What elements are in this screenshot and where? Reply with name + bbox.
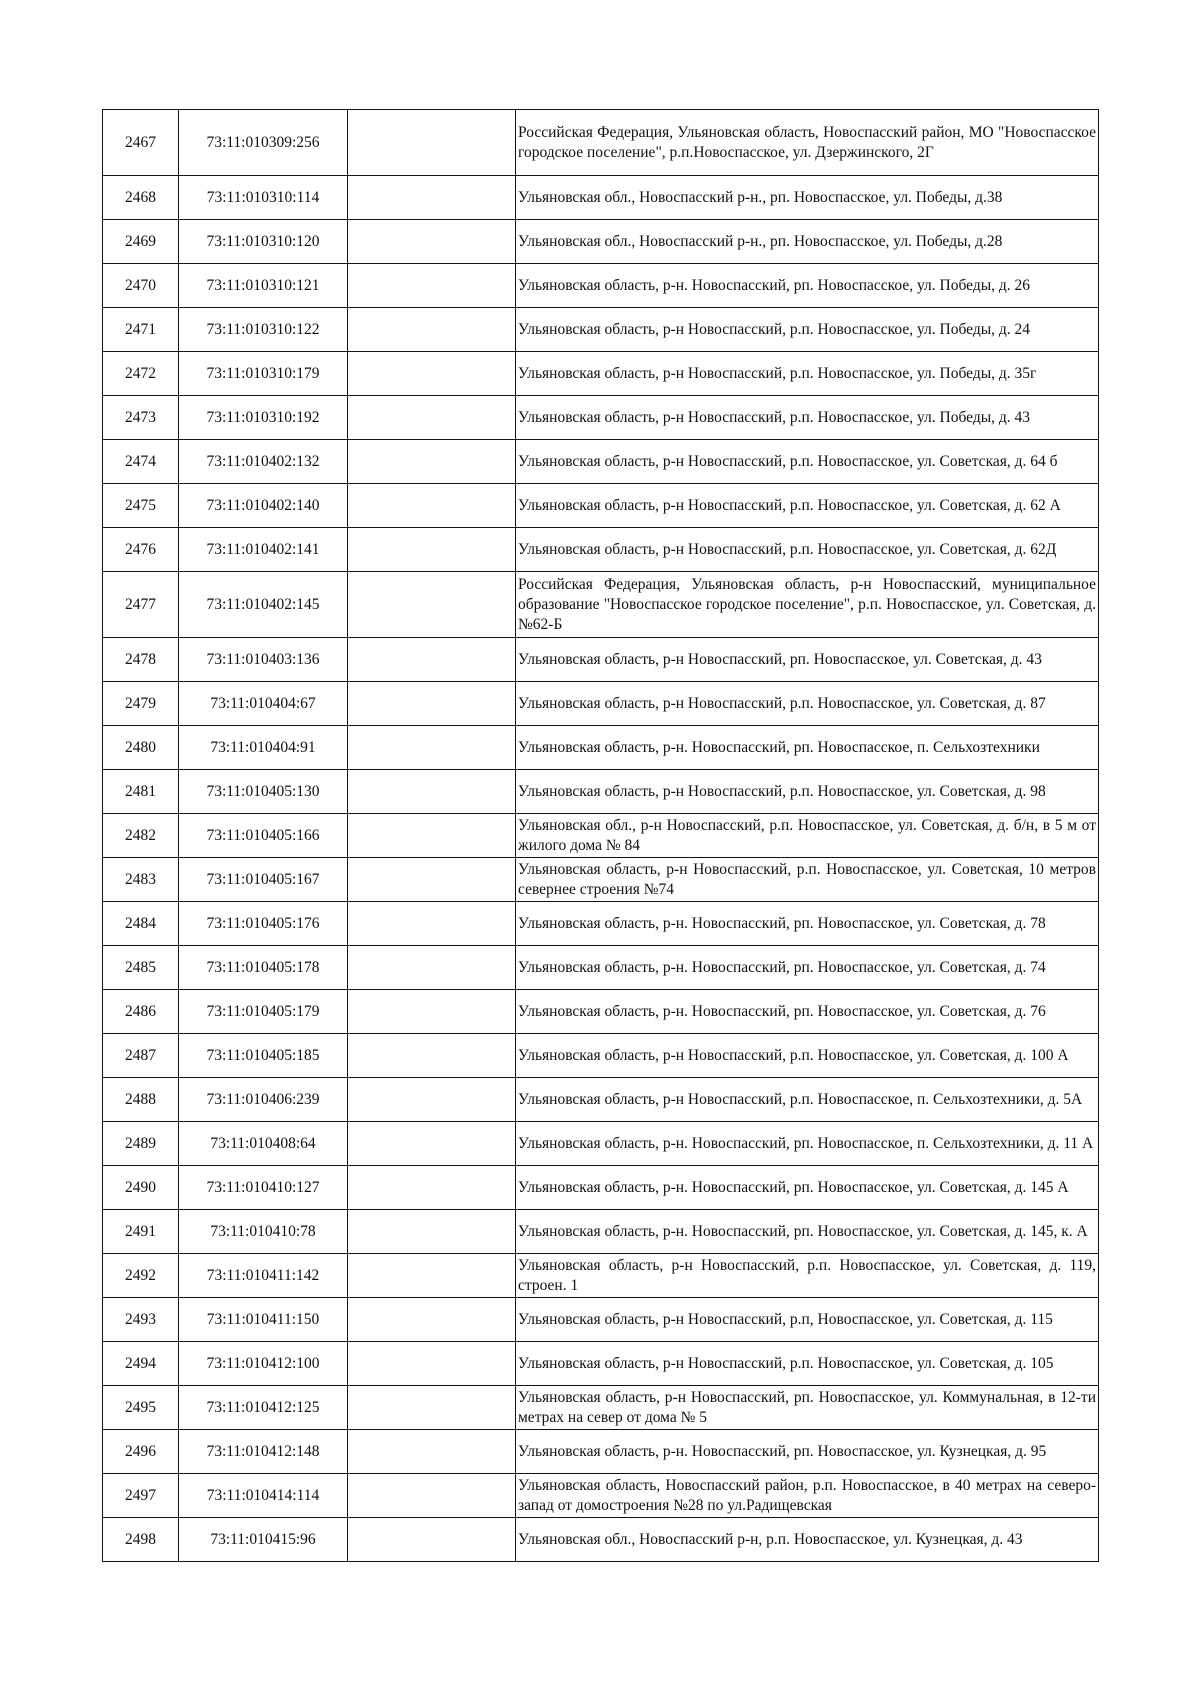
table-row [103, 814, 1099, 858]
cadastral-number-cell: 73:11:010402:132 [179, 440, 348, 484]
row-number-cell: 2471 [103, 308, 179, 352]
empty-cell [348, 1518, 516, 1562]
row-number-cell: 2482 [103, 814, 179, 858]
row-number-cell: 2468 [103, 176, 179, 220]
table-row [103, 484, 1099, 528]
table-row [103, 1254, 1099, 1298]
row-number-cell: 2498 [103, 1518, 179, 1562]
empty-cell [348, 440, 516, 484]
table-row [103, 1474, 1099, 1518]
table-row [103, 946, 1099, 990]
empty-cell [348, 572, 516, 638]
table-row [103, 440, 1099, 484]
table-row [103, 682, 1099, 726]
address-cell: Ульяновская область, р-н. Новоспасский, рп. Новоспасское, ул. Кузнецкая, д. 95 [516, 1430, 1099, 1474]
address-cell: Ульяновская область, р-н Новоспасский, р.п. Новоспасское, ул. Победы, д. 24 [516, 308, 1099, 352]
address-cell: Российская Федерация, Ульяновская область, Новоспасский район, МО "Новоспасское городское поселение", р.п.Новоспасское, ул. Дзержинского, 2Г [516, 110, 1099, 176]
cadastral-number-cell: 73:11:010406:239 [179, 1078, 348, 1122]
cadastral-number-cell: 73:11:010415:96 [179, 1518, 348, 1562]
address-cell: Ульяновская область, р-н Новоспасский, р.п. Новоспасское, ул. Советская, д. 98 [516, 770, 1099, 814]
address-cell: Ульяновская обл., Новоспасский р-н., рп. Новоспасское, ул. Победы, д.28 [516, 220, 1099, 264]
table-row [103, 308, 1099, 352]
empty-cell [348, 638, 516, 682]
cadastral-number-cell: 73:11:010412:100 [179, 1342, 348, 1386]
table-row [103, 572, 1099, 638]
table-row [103, 1034, 1099, 1078]
cadastral-number-cell: 73:11:010405:166 [179, 814, 348, 858]
cadastral-number-cell: 73:11:010310:179 [179, 352, 348, 396]
row-number-cell: 2479 [103, 682, 179, 726]
address-cell: Ульяновская область, р-н Новоспасский, рп. Новоспасское, ул. Коммунальная, в 12-ти метрах на север от дома № 5 [516, 1386, 1099, 1430]
address-cell: Ульяновская область, р-н Новоспасский, р.п. Новоспасское, ул. Победы, д. 43 [516, 396, 1099, 440]
address-cell: Российская Федерация, Ульяновская область, р-н Новоспасский, муниципальное образование "Новоспасское городское поселение", р.п. Новоспасское, ул. Советская, д.№62-Б [516, 572, 1099, 638]
empty-cell [348, 682, 516, 726]
address-cell: Ульяновская область, р-н. Новоспасский, рп. Новоспасское, ул. Советская, д. 76 [516, 990, 1099, 1034]
row-number-cell: 2490 [103, 1166, 179, 1210]
address-cell: Ульяновская область, р-н Новоспасский, р.п. Новоспасское, ул. Советская, д. 100 А [516, 1034, 1099, 1078]
table-row [103, 528, 1099, 572]
row-number-cell: 2474 [103, 440, 179, 484]
empty-cell [348, 1122, 516, 1166]
row-number-cell: 2470 [103, 264, 179, 308]
address-cell: Ульяновская область, Новоспасский район, р.п. Новоспасское, в 40 метрах на северо-запад от домостроения №28 по ул.Радищевская [516, 1474, 1099, 1518]
address-cell: Ульяновская область, р-н Новоспасский, р.п. Новоспасское, ул. Советская, д. 105 [516, 1342, 1099, 1386]
row-number-cell: 2488 [103, 1078, 179, 1122]
row-number-cell: 2486 [103, 990, 179, 1034]
table-row [103, 1166, 1099, 1210]
empty-cell [348, 1342, 516, 1386]
cadastral-number-cell: 73:11:010403:136 [179, 638, 348, 682]
address-cell: Ульяновская обл., р-н Новоспасский, р.п. Новоспасское, ул. Советская, д. б/н, в 5 м от жилого дома № 84 [516, 814, 1099, 858]
row-number-cell: 2469 [103, 220, 179, 264]
empty-cell [348, 1210, 516, 1254]
table-row [103, 726, 1099, 770]
empty-cell [348, 528, 516, 572]
table-row [103, 220, 1099, 264]
row-number-cell: 2481 [103, 770, 179, 814]
table-row [103, 1298, 1099, 1342]
row-number-cell: 2496 [103, 1430, 179, 1474]
empty-cell [348, 308, 516, 352]
address-cell: Ульяновская область, р-н Новоспасский, р.п. Новоспасское, ул. Советская, д. 62 А [516, 484, 1099, 528]
empty-cell [348, 396, 516, 440]
empty-cell [348, 1254, 516, 1298]
cadastral-number-cell: 73:11:010310:120 [179, 220, 348, 264]
cadastral-number-cell: 73:11:010414:114 [179, 1474, 348, 1518]
cadastral-number-cell: 73:11:010310:114 [179, 176, 348, 220]
document-page [102, 109, 1098, 1562]
empty-cell [348, 1430, 516, 1474]
table-row [103, 1122, 1099, 1166]
cadastral-number-cell: 73:11:010310:121 [179, 264, 348, 308]
row-number-cell: 2477 [103, 572, 179, 638]
table-row [103, 990, 1099, 1034]
table-row [103, 1518, 1099, 1562]
row-number-cell: 2484 [103, 902, 179, 946]
cadastral-number-cell: 73:11:010411:150 [179, 1298, 348, 1342]
empty-cell [348, 814, 516, 858]
row-number-cell: 2485 [103, 946, 179, 990]
row-number-cell: 2480 [103, 726, 179, 770]
table-row [103, 1078, 1099, 1122]
cadastral-number-cell: 73:11:010405:179 [179, 990, 348, 1034]
row-number-cell: 2497 [103, 1474, 179, 1518]
table-row [103, 176, 1099, 220]
cadastral-number-cell: 73:11:010405:176 [179, 902, 348, 946]
address-cell: Ульяновская область, р-н. Новоспасский, рп. Новоспасское, п. Сельхозтехники [516, 726, 1099, 770]
row-number-cell: 2494 [103, 1342, 179, 1386]
address-cell: Ульяновская область, р-н Новоспасский, р.п. Новоспасское, ул. Советская, 10 метров севернее строения №74 [516, 858, 1099, 902]
table-row [103, 1430, 1099, 1474]
cadastral-number-cell: 73:11:010405:167 [179, 858, 348, 902]
table-row [103, 264, 1099, 308]
address-cell: Ульяновская обл., Новоспасский р-н, р.п. Новоспасское, ул. Кузнецкая, д. 43 [516, 1518, 1099, 1562]
address-cell: Ульяновская область, р-н. Новоспасский, рп. Новоспасское, ул. Советская, д. 145 А [516, 1166, 1099, 1210]
cadastral-number-cell: 73:11:010412:125 [179, 1386, 348, 1430]
empty-cell [348, 946, 516, 990]
cadastral-number-cell: 73:11:010412:148 [179, 1430, 348, 1474]
row-number-cell: 2491 [103, 1210, 179, 1254]
empty-cell [348, 990, 516, 1034]
empty-cell [348, 1474, 516, 1518]
empty-cell [348, 1386, 516, 1430]
address-cell: Ульяновская область, р-н Новоспасский, р.п, Новоспасское, ул. Советская, д. 115 [516, 1298, 1099, 1342]
row-number-cell: 2492 [103, 1254, 179, 1298]
cadastral-number-cell: 73:11:010408:64 [179, 1122, 348, 1166]
table-row [103, 396, 1099, 440]
address-cell: Ульяновская область, р-н Новоспасский, р.п. Новоспасское, ул. Советская, д. 62Д [516, 528, 1099, 572]
address-cell: Ульяновская обл., Новоспасский р-н., рп. Новоспасское, ул. Победы, д.38 [516, 176, 1099, 220]
row-number-cell: 2478 [103, 638, 179, 682]
cadastral-number-cell: 73:11:010405:130 [179, 770, 348, 814]
table-row [103, 1342, 1099, 1386]
cadastral-number-cell: 73:11:010405:185 [179, 1034, 348, 1078]
row-number-cell: 2467 [103, 110, 179, 176]
cadastral-number-cell: 73:11:010410:78 [179, 1210, 348, 1254]
cadastral-number-cell: 73:11:010405:178 [179, 946, 348, 990]
empty-cell [348, 1298, 516, 1342]
empty-cell [348, 1166, 516, 1210]
table-row [103, 1386, 1099, 1430]
cadastral-number-cell: 73:11:010402:140 [179, 484, 348, 528]
address-cell: Ульяновская область, р-н Новоспасский, р.п. Новоспасское, ул. Победы, д. 35г [516, 352, 1099, 396]
address-cell: Ульяновская область, р-н. Новоспасский, рп. Новоспасское, п. Сельхозтехники, д. 11 А [516, 1122, 1099, 1166]
cadastral-number-cell: 73:11:010309:256 [179, 110, 348, 176]
empty-cell [348, 264, 516, 308]
empty-cell [348, 352, 516, 396]
table-row [103, 638, 1099, 682]
address-cell: Ульяновская область, р-н. Новоспасский, рп. Новоспасское, ул. Советская, д. 78 [516, 902, 1099, 946]
row-number-cell: 2489 [103, 1122, 179, 1166]
row-number-cell: 2493 [103, 1298, 179, 1342]
row-number-cell: 2487 [103, 1034, 179, 1078]
row-number-cell: 2476 [103, 528, 179, 572]
cadastral-number-cell: 73:11:010404:91 [179, 726, 348, 770]
cadastral-registry-table [102, 109, 1099, 1562]
address-cell: Ульяновская область, р-н. Новоспасский, рп. Новоспасское, ул. Победы, д. 26 [516, 264, 1099, 308]
address-cell: Ульяновская область, р-н Новоспасский, р.п. Новоспасское, п. Сельхозтехники, д. 5А [516, 1078, 1099, 1122]
row-number-cell: 2475 [103, 484, 179, 528]
table-row [103, 858, 1099, 902]
empty-cell [348, 176, 516, 220]
cadastral-number-cell: 73:11:010410:127 [179, 1166, 348, 1210]
table-row [103, 1210, 1099, 1254]
address-cell: Ульяновская область, р-н. Новоспасский, рп. Новоспасское, ул. Советская, д. 74 [516, 946, 1099, 990]
cadastral-number-cell: 73:11:010310:122 [179, 308, 348, 352]
empty-cell [348, 902, 516, 946]
empty-cell [348, 484, 516, 528]
table-row [103, 770, 1099, 814]
cadastral-number-cell: 73:11:010402:141 [179, 528, 348, 572]
empty-cell [348, 770, 516, 814]
empty-cell [348, 1078, 516, 1122]
empty-cell [348, 1034, 516, 1078]
cadastral-number-cell: 73:11:010404:67 [179, 682, 348, 726]
cadastral-number-cell: 73:11:010402:145 [179, 572, 348, 638]
empty-cell [348, 110, 516, 176]
row-number-cell: 2495 [103, 1386, 179, 1430]
empty-cell [348, 726, 516, 770]
table-row [103, 352, 1099, 396]
table-row [103, 902, 1099, 946]
empty-cell [348, 858, 516, 902]
row-number-cell: 2473 [103, 396, 179, 440]
row-number-cell: 2472 [103, 352, 179, 396]
table-row [103, 110, 1099, 176]
registry-table-body [103, 110, 1099, 1562]
address-cell: Ульяновская область, р-н Новоспасский, р.п. Новоспасское, ул. Советская, д. 119, строен. 1 [516, 1254, 1099, 1298]
cadastral-number-cell: 73:11:010411:142 [179, 1254, 348, 1298]
row-number-cell: 2483 [103, 858, 179, 902]
address-cell: Ульяновская область, р-н. Новоспасский, рп. Новоспасское, ул. Советская, д. 145, к. А [516, 1210, 1099, 1254]
address-cell: Ульяновская область, р-н Новоспасский, р.п. Новоспасское, ул. Советская, д. 87 [516, 682, 1099, 726]
cadastral-number-cell: 73:11:010310:192 [179, 396, 348, 440]
address-cell: Ульяновская область, р-н Новоспасский, р.п. Новоспасское, ул. Советская, д. 64 б [516, 440, 1099, 484]
empty-cell [348, 220, 516, 264]
address-cell: Ульяновская область, р-н Новоспасский, рп. Новоспасское, ул. Советская, д. 43 [516, 638, 1099, 682]
